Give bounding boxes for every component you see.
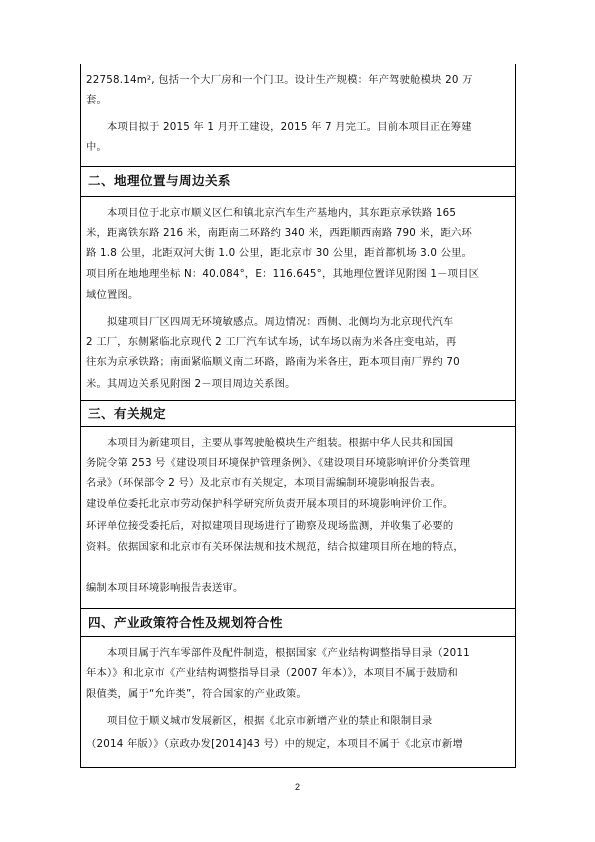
paragraph-line: 域位置图。	[86, 289, 139, 301]
section-divider	[80, 166, 516, 167]
section-heading-location: 二、地理位置与周边关系	[88, 173, 231, 188]
paragraph-line: 22758.14m², 包括一个大厂房和一个门卫。设计生产规模：年产驾驶舱模块 20 万	[86, 74, 473, 86]
section-heading-regulations: 三、有关规定	[88, 406, 166, 421]
paragraph-line: 本项目拟于 2015 年 1 月开工建设，2015 年 7 月完工。目前本项目正在筹建	[86, 121, 472, 133]
page-number: 2	[294, 782, 300, 792]
paragraph-line: 建设单位委托北京市劳动保护科学研究所负责开展本项目的环境影响评价工作。	[86, 498, 454, 510]
paragraph-line: 限值类，属于“允许类”，符合国家的产业政策。	[86, 688, 308, 700]
paragraph-line: 资料。依据国家和北京市有关环保法规和技术规范，结合拟建项目所在地的特点，	[86, 541, 464, 553]
paragraph-line: 名录》（环保部令 2 号）及北京市有关规定，本项目需编制环境影响报告表。	[86, 477, 441, 489]
section-divider	[80, 426, 516, 427]
paragraph-line: 路 1.8 公里，北距双河大街 1.0 公里，距北京市 30 公里，距首都机场 3.0 公里。	[86, 247, 473, 259]
section-divider	[80, 196, 516, 197]
paragraph-line: 往东为京承铁路；南面紧临顺义南二环路，路南为米各庄，距本项目南厂界约 70	[86, 356, 460, 368]
paragraph-line: 本项目为新建项目，主要从事驾驶舱模块生产组装。根据中华人民共和国国	[86, 437, 454, 449]
paragraph-line: 年本）》和北京市《产业结构调整指导目录（2007 年本）》，本项目不属于鼓励和	[86, 667, 458, 679]
paragraph-line: 环评单位接受委托后，对拟建项目现场进行了勘察及现场监测，并收集了必要的	[86, 520, 454, 532]
paragraph-line: 中。	[86, 141, 107, 153]
paragraph-line: （2014 年版）》（京政办发[2014]43 号）中的规定，本项目不属于《北京市新增	[86, 738, 464, 750]
section-divider	[80, 608, 516, 609]
paragraph-line: 套。	[86, 94, 107, 106]
paragraph-line: 2 工厂，东侧紧临北京现代 2 工厂汽车试车场，试车场以南为米各庄变电站，再	[86, 336, 457, 348]
paragraph-line: 拟建项目厂区四周无环境敏感点。周边情况：西侧、北侧均为北京现代汽车	[86, 316, 454, 328]
section-heading-policy: 四、产业政策符合性及规划符合性	[88, 615, 283, 630]
paragraph-line: 务院令第 253 号《建设项目环境保护管理条例》、《建设项目环境影响评价分类管理	[86, 457, 471, 469]
section-divider	[80, 636, 516, 637]
paragraph-line: 项目位于顺义城市发展新区，根据《北京市新增产业的禁止和限制目录	[86, 715, 433, 727]
paragraph-line: 米。其周边关系见附图 2－项目周边关系图。	[86, 378, 296, 390]
section-divider	[80, 400, 516, 401]
paragraph-line: 编制本项目环境影响报告表送审。	[86, 582, 244, 594]
paragraph-line: 项目所在地地理坐标 N：40.084°，E：116.645°，其地理位置详见附图 1－项目区	[86, 268, 480, 280]
paragraph-line: 米，距离铁东路 216 米，南距南二环路约 340 米，西距顺西南路 790 米，距六环	[86, 227, 473, 239]
paragraph-line: 本项目位于北京市顺义区仁和镇北京汽车生产基地内，其东距京承铁路 165	[86, 207, 457, 219]
paragraph-line: 本项目属于汽车零部件及配件制造，根据国家《产业结构调整指导目录（2011	[86, 647, 470, 659]
